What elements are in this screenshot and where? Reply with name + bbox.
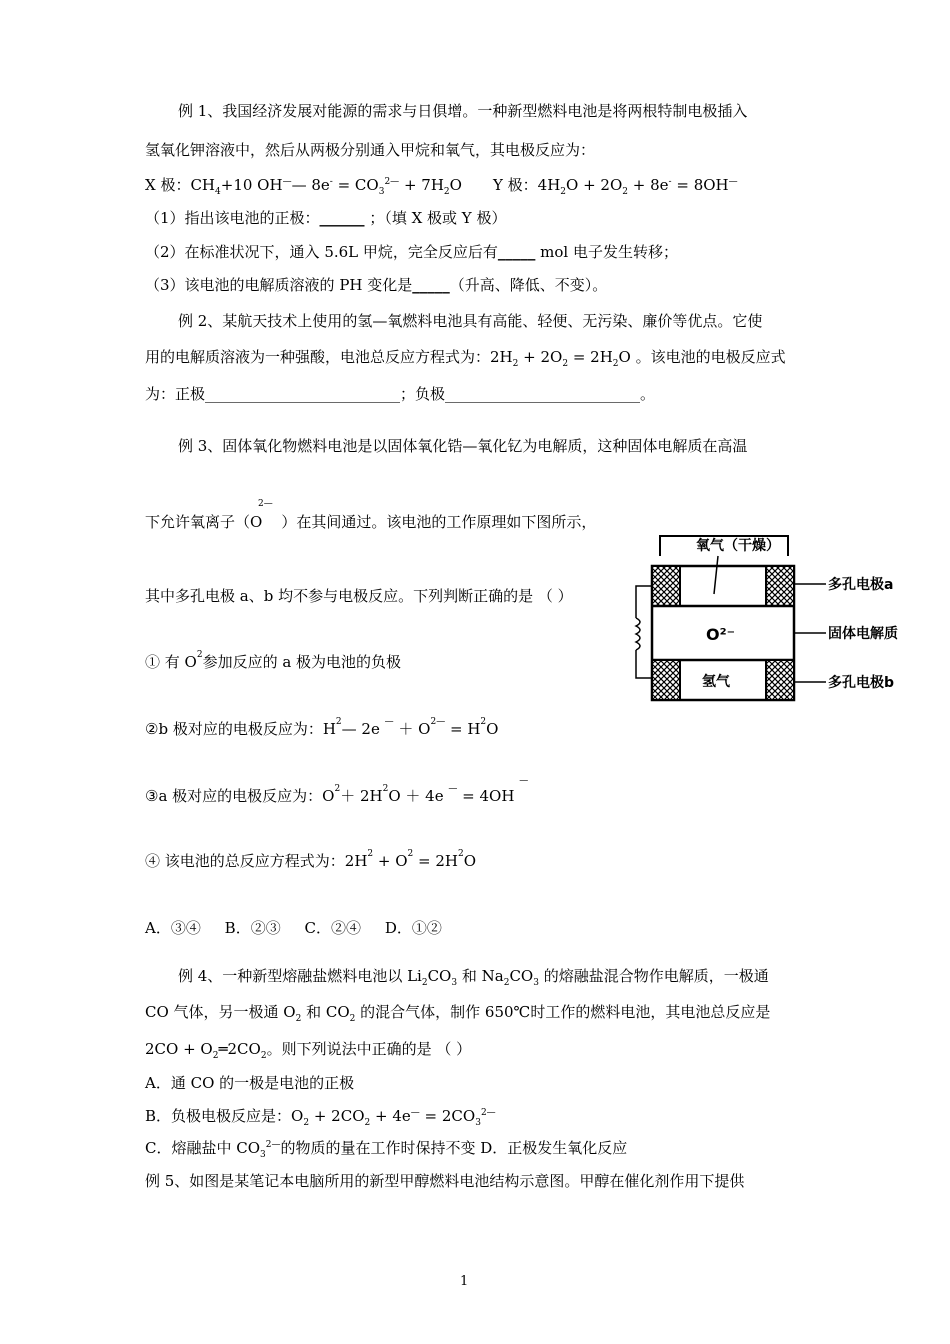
- electrode-b-left: [652, 660, 680, 700]
- ex3-line3: 其中多孔电极 a、b 均不参与电极反应。下列判断正确的是 （ ）: [145, 587, 573, 605]
- ex2-line1: 例 2、某航天技术上使用的氢—氧燃料电池具有高能、轻便、无污染、廉价等优点。它使: [178, 312, 763, 330]
- electrode-a-left: [652, 566, 680, 606]
- oxide-ion-label: O²⁻: [706, 625, 736, 644]
- ex3-option3: ③a 极对应的电极反应为：$O^2+ 2H^2O + 4e$ — = 4OH —: [145, 776, 529, 805]
- ex2-line2: 用的电解质溶液为一种强酸，电池总反应方程式为：$2H_2 + 2O_2 = 2H_2O$ 。该电池的电极反应式: [145, 348, 786, 369]
- ex4-option-cd: C．熔融盐中 $CO_3^{2—}$的物质的量在工作时保持不变 D．正极发生氧化反应: [145, 1139, 628, 1160]
- coil-icon: [636, 618, 640, 650]
- ex3-line2: 下允许氧离子（O 2— ）在其间通过。该电池的工作原理如下图所示，: [145, 499, 597, 531]
- page-number: 1: [460, 1274, 469, 1289]
- ex1-q3: （3）该电池的电解质溶液的 PH 变化是_____（升高、降低、不变）。: [145, 276, 608, 294]
- ex4-option-a: A．通 CO 的一极是电池的正极: [145, 1074, 355, 1092]
- ex4-option-b: B．负极电极反应是：$O_2 + 2CO_2 + 4e^— = 2CO_3^{2—}$: [145, 1107, 496, 1128]
- ex3-line1: 例 3、固体氧化物燃料电池是以固体氧化锆—氧化钇为电解质，这种固体电解质在高温: [178, 437, 748, 455]
- ex1-y-equation: Y 极：$4H_2O + 2O_2 + 8e^- = 8OH^—$: [493, 176, 738, 197]
- oxygen-arrow: [714, 556, 718, 594]
- electrode-a-right: [766, 566, 794, 606]
- label-electrolyte: 固体电解质: [828, 626, 898, 642]
- oxygen-label: 氧气（干燥）: [696, 538, 780, 554]
- ex1-line2: 氢氧化钾溶液中，然后从两极分别通入甲烷和氧气，其电极反应为：: [145, 141, 596, 159]
- ex5-line1: 例 5、如图是某笔记本电脑所用的新型甲醇燃料电池结构示意图。甲醇在催化剂作用下提供: [145, 1172, 745, 1190]
- label-electrode-a: 多孔电极a: [828, 577, 894, 593]
- ex3-choices: A．③④ B．②③ C．②④ D．①②: [145, 919, 442, 937]
- ex1-q2: （2）在标准状况下，通入 5.6L 甲烷，完全反应后有_____ mol 电子发生转移；: [145, 243, 678, 261]
- hydrogen-label: 氢气: [702, 674, 730, 690]
- ex4-line1: 例 4、一种新型熔融盐燃料电池以 $Li_2CO_3$ 和 $Na_2CO_3$ 的熔融盐混合物作电解质，一极通: [178, 967, 769, 988]
- ex1-q1: （1）指出该电池的正极：______ ；（填 X 极或 Y 极）: [145, 209, 507, 227]
- ex1-x-equation: X 极：$CH_4+10$ OH—— $8e^- = CO_3^{2—} + 7H_2O$: [145, 176, 462, 197]
- ex3-option4: ④ 该电池的总反应方程式为：$2H^2 + O^2 = 2H^2O$: [145, 849, 477, 870]
- ex3-option1: ① 有 $O^2$参加反应的 a 极为电池的负极: [145, 650, 402, 671]
- ex1-line1: 例 1、我国经济发展对能源的需求与日俱增。一种新型燃料电池是将两根特制电极插入: [178, 102, 748, 120]
- ex3-option2: ②b 极对应的电极反应为：$H^2—$ 2e $^— + O^{2—} = H^2O$: [145, 717, 499, 738]
- ex2-line3: 为：正极__________________________；负极__________________________。: [145, 385, 656, 403]
- ex4-line3: $2CO + O_2═2CO_2$。则下列说法中正确的是 （ ）: [145, 1040, 472, 1061]
- label-electrode-b: 多孔电极b: [828, 675, 895, 691]
- electrode-b-right: [766, 660, 794, 700]
- ex4-line2: CO 气体，另一极通 $O_2$ 和 $CO_2$ 的混合气体，制作 650℃时工作的燃料电池，其电池总反应是: [145, 1003, 771, 1024]
- fuel-cell-diagram: [628, 526, 928, 718]
